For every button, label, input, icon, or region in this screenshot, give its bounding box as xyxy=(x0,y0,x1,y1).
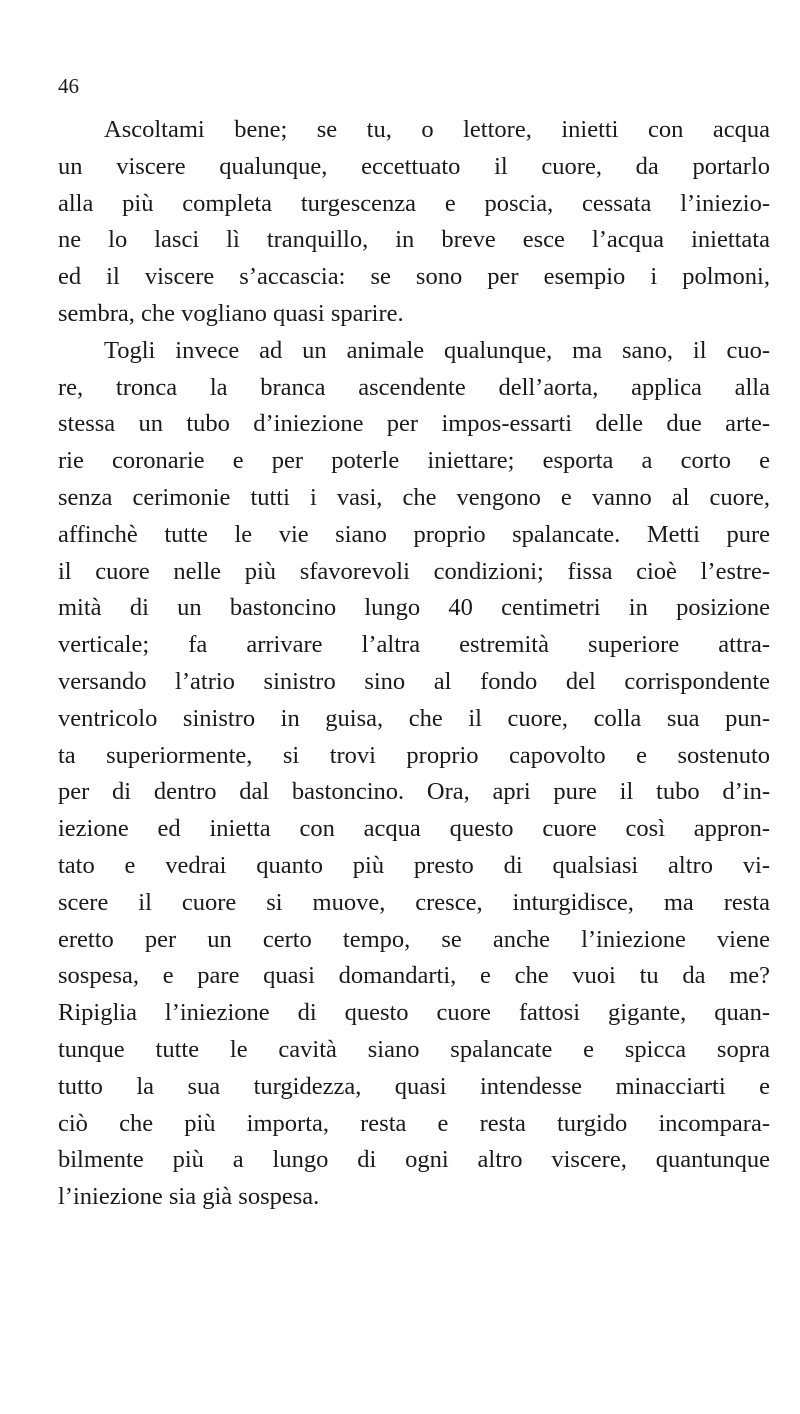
text-line: eretto per un certo tempo, se anche l’iniezione viene xyxy=(58,925,770,953)
body-text xyxy=(58,112,770,1216)
text-line: rie coronarie e per poterle iniettare; esporta a corto e xyxy=(58,447,770,475)
text-line: verticale; fa arrivare l’altra estremità superiore attra- xyxy=(58,631,770,659)
text-line: Ripiglia l’iniezione di questo cuore fattosi gigante, quan- xyxy=(58,999,770,1027)
text-line: mità di un bastoncino lungo 40 centimetri in posizione xyxy=(58,594,770,622)
text-line: sembra, che vogliano quasi sparire. xyxy=(58,299,404,327)
text-line: Ascoltami bene; se tu, o lettore, inietti con acqua xyxy=(104,116,770,143)
text-line: stessa un tubo d’iniezione per impos-essarti delle due arte- xyxy=(58,410,770,438)
text-line: ta superiormente, si trovi proprio capovolto e sostenuto xyxy=(58,741,770,769)
text-line: scere il cuore si muove, cresce, inturgidisce, ma resta xyxy=(58,888,770,916)
text-line: sospesa, e pare quasi domandarti, e che vuoi tu da me? xyxy=(58,962,770,990)
text-line: senza cerimonie tutti i vasi, che vengono e vanno al cuore, xyxy=(58,483,770,511)
page-number: 46 xyxy=(58,74,79,98)
text-line: affinchè tutte le vie siano proprio spalancate. Metti pure xyxy=(58,520,770,548)
paragraph-1 xyxy=(58,112,770,333)
text-line: versando l’atrio sinistro sino al fondo del corrispondente xyxy=(58,667,770,695)
text-line: iezione ed inietta con acqua questo cuore così appron- xyxy=(58,815,770,843)
paragraph-2 xyxy=(58,333,770,1216)
text-line: tunque tutte le cavità siano spalancate e spicca sopra xyxy=(58,1035,770,1063)
text-line: l’iniezione sia già sospesa. xyxy=(58,1183,320,1211)
text-line: tutto la sua turgidezza, quasi intendesse minacciarti e xyxy=(58,1072,770,1100)
text-line: ventricolo sinistro in guisa, che il cuore, colla sua pun- xyxy=(58,704,770,732)
text-line: per di dentro dal bastoncino. Ora, apri pure il tubo d’in- xyxy=(58,778,770,806)
text-line: ciò che più importa, resta e resta turgido incompara- xyxy=(58,1109,770,1137)
text-line: un viscere qualunque, eccettuato il cuore, da portarlo xyxy=(58,152,770,180)
text-line: il cuore nelle più sfavorevoli condizioni; fissa cioè l’estre- xyxy=(58,557,770,585)
text-line: alla più completa turgescenza e poscia, cessata l’iniezio- xyxy=(58,189,770,217)
text-line: tato e vedrai quanto più presto di qualsiasi altro vi- xyxy=(58,851,770,879)
text-line: ne lo lasci lì tranquillo, in breve esce l’acqua iniettata xyxy=(58,226,770,254)
text-line: bilmente più a lungo di ogni altro viscere, quantunque xyxy=(58,1146,770,1174)
text-line: Togli invece ad un animale qualunque, ma sano, il cuo- xyxy=(104,336,770,364)
text-line: ed il viscere s’accascia: se sono per esempio i polmoni, xyxy=(58,263,770,291)
text-line: re, tronca la branca ascendente dell’aorta, applica alla xyxy=(58,373,770,401)
